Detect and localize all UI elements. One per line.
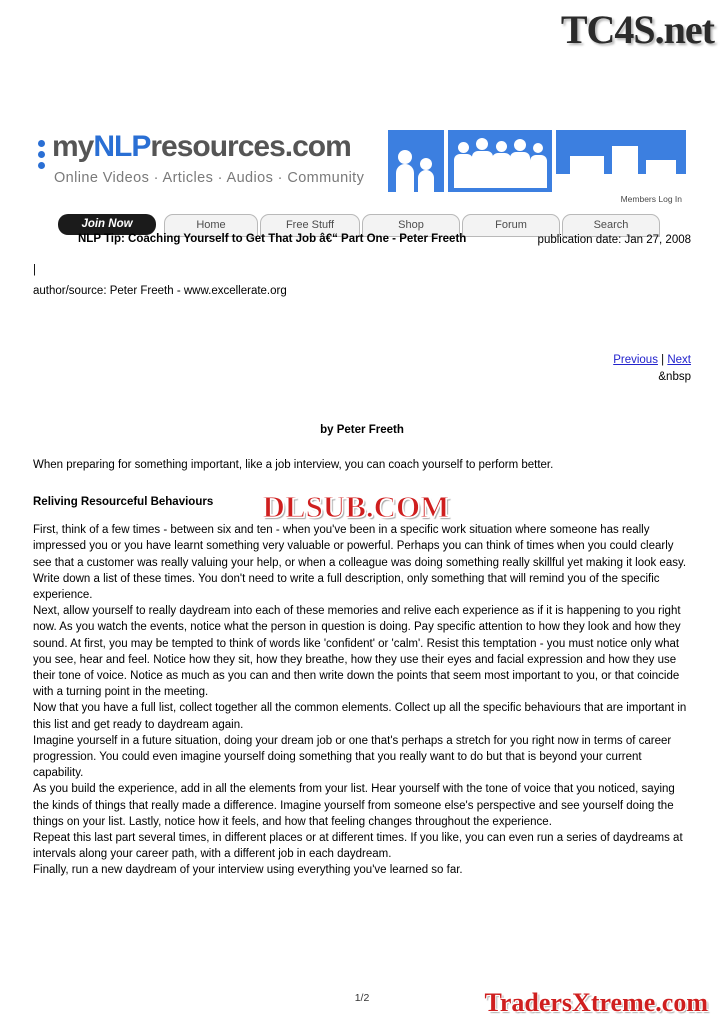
body-paragraph: Write down a list of these times. You don't need to write a full description, only something that will remind you of the specific experience. [33, 572, 660, 602]
body-paragraph: Now that you have a full list, collect together all the common elements. Collect up all the specific behaviours that are important in this list and get ready to daydream again. [33, 702, 687, 731]
section-heading: Reliving Resourceful Behaviours [33, 496, 214, 508]
tc4s-watermark: TC4S.net [560, 7, 714, 52]
previous-link[interactable]: Previous [613, 354, 658, 366]
logo-prefix: my [52, 130, 94, 163]
body-paragraph: Repeat this last part several times, in different places or at different times. If you like, you can even run a series of daydreams at intervals along your career path, with a different job in each daydream. [33, 832, 683, 861]
join-now-button[interactable]: Join Now [58, 214, 156, 235]
logo-tagline: Online Videos · Articles · Audios · Community [54, 170, 365, 186]
dlsub-watermark: DLSUB.COM [262, 489, 450, 524]
body-paragraph: First, think of a few times - between six and ten - when you've been in a specific work situation where someone has really impressed you or you have learnt something very valuable or powerful. Perhaps you can think of times when you could clearly see that a customer was really valuing your help, or when a colleague was doing something really skillful yet making it look easy. [33, 524, 687, 569]
body-paragraph: Finally, run a new daydream of your interview using everything you've learned so far. [33, 864, 463, 877]
banner-image-1 [388, 130, 444, 192]
site-logo[interactable] [36, 128, 384, 198]
page-number: 1/2 [354, 992, 370, 1004]
nav-item-shop[interactable]: Shop [362, 214, 460, 237]
body-paragraph: Next, allow yourself to really daydream into each of these memories and relive each experience as if it is happening to you right now. As you watch the events, notice what the person in question is doing. Pay specific attention to how they look and how they sound. At first, you may be tempted to think of words like 'confident' or 'calm'. Resist this temptation - you must notice only what you see, hear and feel. Notice how they sit, how they breathe, how they use their eyes and facial expression and how they use their tone of voice. Notice as much as you can and then write down the points that seem most important to you, or that coincide with a turning point in the meeting. [33, 605, 681, 699]
banner-image-3 [556, 130, 686, 192]
logo-mid: NLP [93, 130, 151, 163]
prev-next-nav [613, 354, 691, 366]
body-paragraph: As you build the experience, add in all the elements from your list. Hear yourself with the tone of voice that you noticed, saying the kinds of things that really made a difference. Imagine yourself from someone else's perspective and see yourself doing the things on your list. Lastly, notice how it feels, and how that feeling changes throughout the experience. [33, 783, 675, 828]
nav-item-forum[interactable]: Forum [462, 214, 560, 237]
article-body [33, 506, 693, 879]
tradersxtreme-watermark: TradersXtreme.com [484, 988, 708, 1017]
body-paragraph: Imagine yourself in a future situation, doing your dream job or one that's perhaps a stretch for you right now in terms of career progression. You could even imagine yourself doing something that you really want to do but that is beyond your current capability. [33, 734, 672, 780]
banner-images [388, 130, 686, 192]
nbsp-text: &nbsp [658, 371, 691, 383]
nav-item-home[interactable]: Home [164, 214, 258, 237]
author-source: author/source: Peter Freeth - www.excellerate.org [33, 285, 287, 297]
byline: by Peter Freeth [320, 424, 404, 436]
banner-image-2 [448, 130, 552, 192]
publication-date: publication date: Jan 27, 2008 [537, 234, 691, 246]
article-title: NLP Tip: Coaching Yourself to Get That Job â€“ Part One - Peter Freeth [78, 233, 467, 245]
prevnext-separator: | [657, 354, 668, 366]
logo-wordmark [52, 130, 351, 164]
nav-item-free-stuff[interactable]: Free Stuff [260, 214, 360, 237]
members-login-link[interactable]: Members Log In [620, 194, 682, 204]
intro-paragraph: When preparing for something important, like a job interview, you can coach yourself to perform better. [33, 459, 554, 471]
nav-item-search[interactable]: Search [562, 214, 660, 237]
pipe-separator: | [33, 264, 36, 276]
next-link[interactable]: Next [667, 354, 691, 366]
logo-suffix: resources.com [150, 130, 351, 163]
logo-dots-icon [38, 140, 48, 180]
